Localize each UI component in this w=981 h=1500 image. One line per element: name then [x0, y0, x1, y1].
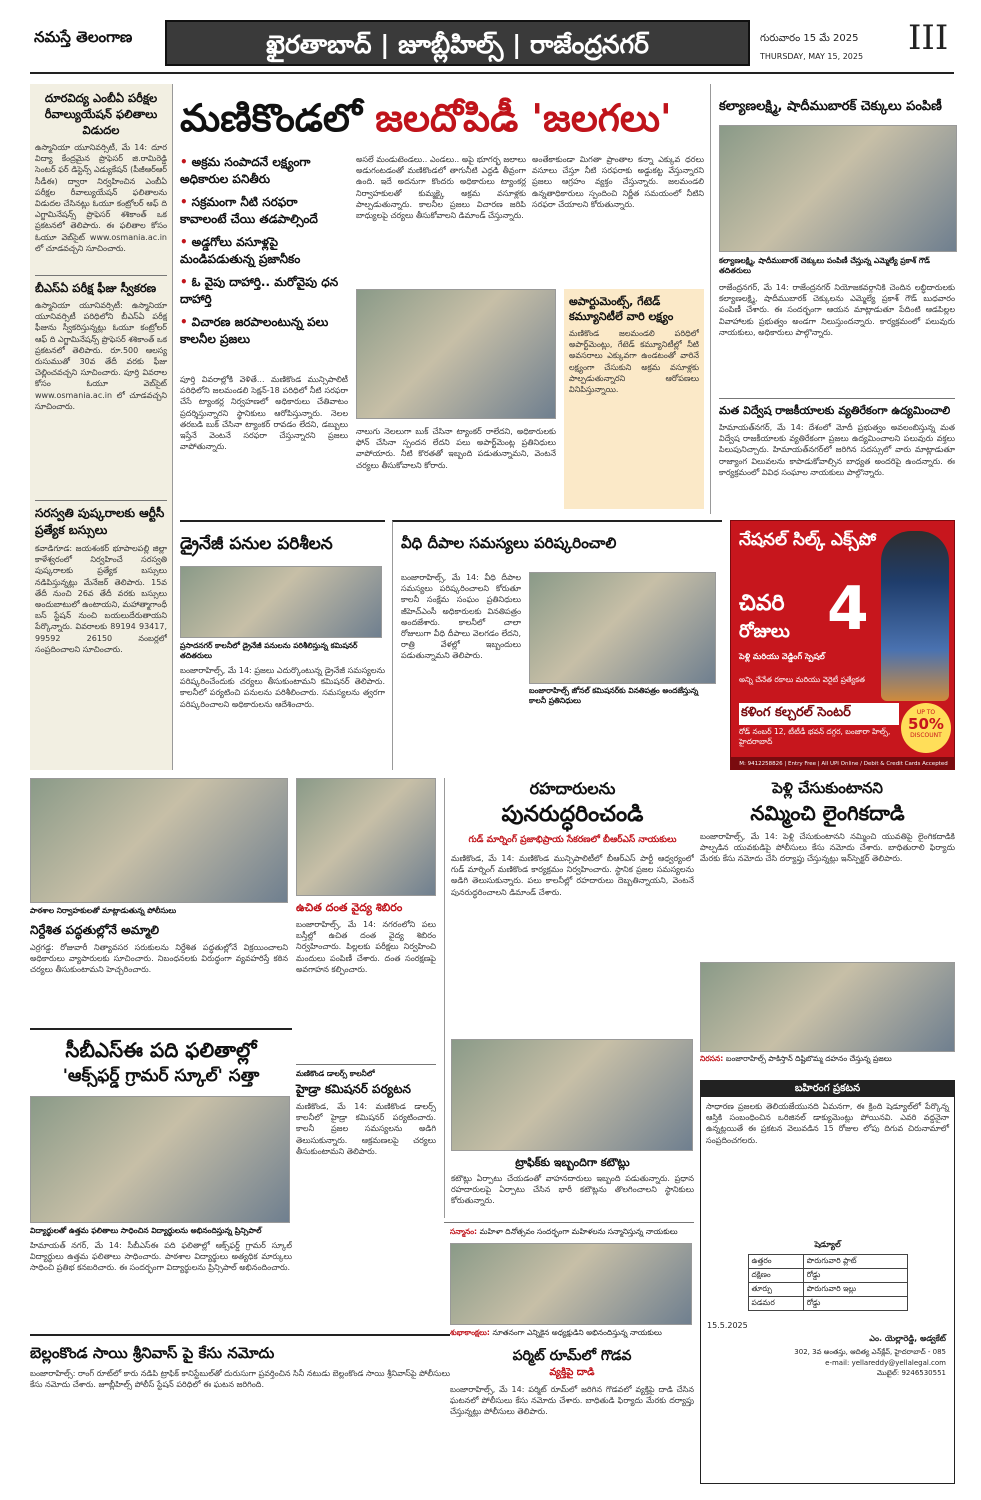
hydraa-story — [296, 1064, 436, 1329]
police-caption: పాఠశాల నిర్వాహకులతో మాట్లాడుతున్న పోలీసులు — [30, 906, 177, 915]
ad-title: నేషనల్ సిల్క్ ఎక్స్‌పో — [739, 530, 877, 550]
celebration-label: సన్మానం: — [450, 1227, 478, 1236]
buses-headline: సరస్వతి పుష్కరాలకు ఆర్టీసీ ప్రత్యేక బస్సులు — [35, 500, 167, 539]
lead-body-2: అసలే మండుటెండలు.. ఎండలు.. అపై భూగర్భ జలాలు అడుగంటడంతో మణికొండలో తాగునీటి ఎద్దడి తీవ్రంగా ఉంది. ఇదే అదనుగా కొందరు అధికారులు ట్యాంకర్ల నిర్వాహకులతో కుమ్మక్కై అక్రమ వసూళ్లకు పాల్పడుతున్నారు. కాలనీల ప్రజలు విచారణ జరిపి బాధ్యులపై చర్యలు తీసుకోవాలని డిమాండ్ చేస్తున్నారు. — [356, 155, 526, 221]
notice-phone: మొబైల్: 9246530551 — [876, 1369, 946, 1377]
fee-headline: బీఎస్‌ఏ పరీక్ష ఫీజు స్వీకరణ — [35, 275, 167, 296]
cbse-story — [30, 1028, 292, 1328]
notice-schedule-title: షెడ్యూల్ — [814, 1240, 841, 1249]
table-row: ఉత్తరం పొరుగువారి ప్లాట్ — [748, 1255, 907, 1269]
notice-address: 302, 3వ అంతస్తు, ఆదిత్య ఎన్‌క్లేవ్, హైదరాబాద్ - 085 — [794, 1348, 946, 1356]
lead-photo — [356, 289, 556, 419]
actor-case-headline: బెల్లంకొండ సాయి శ్రీనివాస్ పై కేసు నమోదు — [30, 1344, 275, 1362]
right-top-story — [710, 84, 955, 514]
ad-venue: కళింగ కల్చరల్ సెంటర్ — [739, 703, 899, 725]
roads-headline-1: రహదారులను — [529, 779, 616, 798]
lights-caption: బంజారాహిల్స్ జోనల్ కమిషనర్‌కు వినతిపత్రం అందజేస్తున్న కాలనీ ప్రతినిధులు — [529, 686, 699, 705]
actor-case-story — [30, 1334, 450, 1484]
table-row: పడమర రోడ్డు — [748, 1297, 907, 1311]
results-body: ఉస్మానియా యూనివర్సిటీ, మే 14: దూర విద్యా కేంద్రమైన ప్రొఫెసర్ జి.రామిరెడ్డి సెంటర్ ఫర్ డిస్టెన్స్ ఎడ్యుకేషన్ (పీజీఆర్‌ఆర్ సీడీఈ) ద్వారా నిర్వహించిన ఎంబీఏ పరీక్షల రీవాల్యుయేషన్ ఫలితాలను విడుదల చేసినట్లు ఓయూ కంట్రోలర్ ఆఫ్ ది ఎగ్జామినేషన్స్ ప్రొఫెసర్ శశికాంత్ ఒక ప్రకటనలో తెలిపారు. ఈ ఫలితాల కోసం ఓయూ వెబ్‌సైట్ www.osmania.ac.in లో చూడవచ్చని సూచించారు. — [35, 143, 167, 253]
award-caption — [450, 1328, 694, 1338]
ad-address: రోడ్ నంబర్ 12, టీటీడీ భవన్ దగ్గర, బంజారా హిల్స్, హైదరాబాద్ — [739, 727, 891, 746]
section-title: ఖైరతాబాద్ | జూబ్లీహిల్స్ | రాజేంద్రనగర్ — [165, 20, 750, 66]
protest-text: బంజారాహిల్స్ పాకిస్తాన్ దిష్టిబొమ్మ దహనం చేస్తున్న ప్రజలు — [725, 1054, 892, 1063]
hydraa-kicker: మణికొండ డాలర్స్ కాలనీలో — [296, 1069, 375, 1078]
lead-body-1: పూర్తి వివరాల్లోకి వెళితే... మణికొండ మున్సిపాలిటీ పరిధిలోని జలమండలి సెక్షన్-18 పరిధిలో నీటి సరఫరా చేసే ట్యాంకర్ల నిర్వహణలో అధికారులు చేతివాటం ప్రదర్శిస్తున్నారని స్థానికులు ఆరోపిస్తున్నారు. నెలల తరబడి బుక్ చేసినా ట్యాంకర్ రావడం లేదని, డబ్బులు ఇస్తేనే వెంటనే సరఫరా చేస్తున్నారని ప్రజలు వాపోతున్నారు. — [180, 375, 348, 452]
expo-ad — [730, 520, 955, 770]
lead-box — [564, 289, 704, 509]
table-row: దక్షిణం రోడ్డు — [748, 1269, 907, 1283]
right-top-2-headline: మత విద్వేష రాజకీయాలకు వ్యతిరేకంగా ఉద్యమించాలి — [719, 398, 955, 418]
assault-story — [700, 778, 955, 958]
left-column — [30, 84, 173, 770]
notice-body: సాధారణ ప్రజలకు తెలియజేయునది ఏమనగా, ఈ క్రింది షెడ్యూల్‌లో పేర్కొన్న ఆస్తికి సంబంధించిన ఒరిజినల్ డాక్యుమెంట్లు పోయినవి. ఎవరి వద్దనైనా ఉన్నట్లయితే ఈ ప్రకటన వెలువడిన 15 రోజుల లోపు దిగువ చిరునామాలో సంప్రదించగలరు. — [706, 1102, 949, 1145]
lead-bullets — [180, 154, 348, 348]
lights-photo — [529, 572, 716, 684]
dental-story — [296, 900, 436, 1060]
award-photo — [450, 1243, 692, 1325]
lead-headline — [180, 94, 700, 142]
protest-label: నిరసన: — [700, 1054, 724, 1063]
street-lights-story — [392, 520, 722, 770]
lead-body-3: అంతేకాకుండా మిగతా ప్రాంతాల కన్నా ఎక్కువ ధరలు వసూలు చేస్తూ నీటి సరఫరాకు అడ్డుకట్ట వేస్తున్నారని ప్రజలు ఆగ్రహం వ్యక్తం చేస్తున్నారు. జలమండలి ఉన్నతాధికారులు స్పందించి నిర్ణీత సమయంలో నీటిని సరఫరా చేయాలని కోరుతున్నారు. — [532, 155, 704, 209]
cbse-body: హిమాయత్ నగర్, మే 14: సీబీఎస్‌ఈ పది ఫలితాల్లో ఆక్స్‌ఫర్డ్ గ్రామర్ స్కూల్ విద్యార్థులు ఉత్తమ ఫలితాలు సాధించారు. పాఠశాల విద్యార్థులు అత్యధిక మార్కులు సాధించి ప్రతిభ కనబరిచారు. ఈ సందర్భంగా విద్యార్థులను ప్రిన్సిపాల్ అభినందించారు. — [30, 1241, 292, 1273]
date-english: THURSDAY, MAY 15, 2025 — [760, 52, 864, 61]
notice-email: e-mail: yellareddy@yellalegal.com — [825, 1359, 946, 1367]
masthead-rule — [30, 72, 954, 74]
right-top-2-body: హిమాయత్‌నగర్, మే 14: దేశంలో మోదీ ప్రభుత్వం అవలంబిస్తున్న మత విద్వేష రాజకీయాలకు వ్యతిరేకంగా ప్రజలు ఉద్యమించాలని పలువురు వక్తలు పిలుపునిచ్చారు. హిమాయత్‌నగర్‌లో జరిగిన సదస్సులో వారు మాట్లాడుతూ రాజ్యాంగ విలువలను కాపాడుకోవాల్సిన బాధ్యత అందరిపై ఉందన్నారు. ఈ కార్యక్రమంలో వివిధ సంఘాల నాయకులు పాల్గొన్నారు. — [719, 423, 955, 477]
police-photo — [30, 778, 288, 903]
market-headline: నిర్దేశిత పద్ధతుల్లోనే అమ్మాలి — [30, 923, 160, 937]
lead-body-4: నాలుగు నెలలుగా బుక్ చేసినా ట్యాంకర్ రాలేదని, అధికారులకు ఫోన్ చేసినా స్పందన లేదని పలు అపార్ట్‌మెంట్ల ప్రతినిధులు వాపోయారు. నీటి కొరతతో ఇబ్బంది పడుతున్నామని, వెంటనే చర్యలు తీసుకోవాలని కోరారు. — [356, 427, 556, 470]
assault-headline-2: నమ్మించి లైంగికదాడి — [750, 801, 905, 825]
page-number: III — [908, 18, 949, 58]
protest-caption — [700, 1054, 955, 1064]
lights-body: బంజారాహిల్స్, మే 14: వీధి దీపాల సమస్యలు పరిష్కరించాలని కోరుతూ కాలనీ సంక్షేమ సంఘం ప్రతినిధులు జీహెచ్‌ఎంసీ అధికారులకు వినతిపత్రం అందజేశారు. కాలనీలో చాలా రోజులుగా వీధి దీపాలు వెలగడం లేదని, రాత్రి వేళల్లో ఇబ్బందులు పడుతున్నామని తెలిపారు. — [401, 573, 521, 661]
ad-discount-badge — [901, 703, 951, 753]
award-text: నూతనంగా ఎన్నికైన అధ్యక్షుడిని అభినందిస్తున్న నాయకులు — [492, 1328, 662, 1337]
lead-box-headline: అపార్టుమెంట్స్, గేటెడ్ కమ్యూనిటీలే వారి లక్ష్యం — [569, 295, 674, 323]
lead-headline-red: జలదోపిడీ 'జలగలు' — [375, 96, 672, 140]
notice-schedule-table — [748, 1254, 908, 1311]
permit-headline: పర్మిట్ రూమ్‌లో గొడవ — [512, 1348, 632, 1364]
ad-discount-label: DISCOUNT — [910, 732, 942, 739]
market-story — [30, 922, 288, 1024]
masthead — [0, 0, 981, 84]
public-notice — [700, 1080, 955, 1484]
ad-sub1: పెళ్లి మరియు వెడ్డింగ్ స్పెషల్ — [739, 652, 825, 661]
celebration-caption — [450, 1227, 694, 1237]
cbse-headline-2: 'ఆక్స్‌ఫర్డ్ గ్రామర్ స్కూల్' సత్తా — [62, 1066, 260, 1086]
bullet-3: • అడ్డగోలు వసూళ్లపై మండిపడుతున్న ప్రజానీకం — [180, 235, 301, 266]
ad-model-image — [881, 531, 949, 701]
fee-body: ఉస్మానియా యూనివర్సిటీ: ఉస్మానియా యూనివర్సిటీ పరిధిలోని బీఎస్‌ఏ పరీక్ష ఫీజును స్వీకరిస్తున్నట్లు ఓయూ కంట్రోలర్ ఆఫ్ ది ఎగ్జామినేషన్స్ ప్రొఫెసర్ శశికాంత్ ఒక ప్రకటనలో తెలిపారు. రూ.500 ఆలస్య రుసుముతో 30వ తేదీ వరకు ఫీజు చెల్లించవచ్చని సూచించారు. పూర్తి వివరాల కోసం ఓయూ వెబ్‌సైట్ www.osmania.ac.in లో చూడవచ్చని సూచించారు. — [35, 301, 167, 411]
ad-sub2: అన్ని చేనేత రకాలు మరియు వెరైటీ ప్రత్యేకత — [739, 675, 865, 684]
notice-sign: ఎం. యెల్లారెడ్డి, అడ్వకేట్ — [869, 1334, 946, 1343]
lower-center-block — [444, 1222, 694, 1484]
roads-story — [444, 778, 694, 1218]
lights-headline: వీధి దీపాల సమస్యలు పరిష్కరించాలి — [401, 534, 617, 552]
results-headline: దూరవిద్య ఎంబీఏ పరీక్షల రీవాల్యుయేషన్ ఫలితాలు విడుదల — [44, 91, 158, 137]
roads-kicker: గుడ్ మార్నింగ్ ప్రజాభిప్రాయ సేకరణలో బీఆర్‌ఎస్ నాయకులు — [468, 835, 677, 845]
lead-headline-black: మణికొండలో — [180, 96, 363, 140]
market-body: ఎర్రగడ్డ: రోజువారీ నిత్యావసర సరుకులను నిర్దేశిత పద్ధతుల్లోనే విక్రయించాలని అధికారులు వ్యాపారులకు సూచించారు. నిబంధనలకు విరుద్ధంగా వ్యవహరిస్తే కఠిన చర్యలు తీసుకుంటామని హెచ్చరించారు. — [30, 943, 288, 975]
protest-photo — [700, 962, 955, 1052]
traffic-headline: ట్రాఫిక్‌కు ఇబ్బందిగా కటౌట్లు — [515, 1156, 630, 1169]
table-row: తూర్పు పొరుగువారి ఇల్లు — [748, 1283, 907, 1297]
bullet-4: • ఓ వైపు దాహార్తి.. మరోవైపు ధన దాహార్తి — [180, 275, 339, 306]
hydraa-body: మణికొండ, మే 14: మణికొండ డాలర్స్ కాలనీలో హైడ్రా కమిషనర్ పర్యటించారు. కాలనీ ప్రజల సమస్యలను అడిగి తెలుసుకున్నారు. ఆక్రమణలపై చర్యలు తీసుకుంటామని తెలిపారు. — [296, 1102, 436, 1156]
right-top-headline: కల్యాణలక్ష్మి, షాదీముబారక్ చెక్కులు పంపిణీ — [719, 99, 942, 114]
assault-headline-1: పెళ్లి చేసుకుంటానని — [772, 779, 883, 797]
drainage-headline: డ్రైనేజీ పనుల పరిశీలన — [180, 534, 333, 554]
traffic-photo — [451, 1039, 693, 1151]
drainage-caption: ప్రసాదనగర్ కాలనీలో డ్రైనేజీ పనులను పరిశీలిస్తున్న కమిషనర్ తదితరులు — [180, 641, 358, 660]
dental-body: బంజారాహిల్స్, మే 14: నగరంలోని పలు బస్తీల్లో ఉచిత దంత వైద్య శిబిరం నిర్వహించారు. పిల్లలకు పరీక్షలు నిర్వహించి మందులు పంపిణీ చేశారు. దంత సంరక్షణపై అవగాహన కల్పించారు. — [296, 920, 436, 974]
notice-date: 15.5.2025 — [707, 1321, 748, 1330]
roads-headline-2: పునరుద్ధరించండి — [501, 802, 644, 827]
roads-body: మణికొండ, మే 14: మణికొండ మున్సిపాలిటీలో బీఆర్‌ఎస్ పార్టీ ఆధ్వర్యంలో గుడ్ మార్నింగ్ మణికొండ కార్యక్రమం నిర్వహించారు. స్థానిక ప్రజల సమస్యలను అడిగి తెలుసుకున్నారు. పలు కాలనీల్లో రహదారులు దెబ్బతిన్నాయని, వెంటనే పునరుద్ధరించాలని డిమాండ్ చేశారు. — [451, 854, 694, 897]
traffic-body: కటౌట్లు ఏర్పాటు చేయడంతో వాహనదారులు ఇబ్బంది పడుతున్నారు. ప్రధాన రహదారులపై ఏర్పాటు చేసిన భారీ కటౌట్లను తొలగించాలని స్థానికులు కోరుతున్నారు. — [451, 1174, 694, 1206]
cbse-headline-1: సీబీఎస్‌ఈ పది ఫలితాల్లో — [65, 1038, 257, 1062]
permit-kicker: వ్యక్తిపై దాడి — [549, 1367, 595, 1378]
dental-headline: ఉచిత దంత వైద్య శిబిరం — [296, 901, 403, 914]
assault-body: బంజారాహిల్స్, మే 14: పెళ్లి చేసుకుంటానని నమ్మించి యువతిపై లైంగికదాడికి పాల్పడిన యువకుడిపై పోలీసులు కేసు నమోదు చేశారు. బాధితురాలి ఫిర్యాదు మేరకు కేసు నమోదు చేసి దర్యాప్తు చేస్తున్నట్లు ఇన్‌స్పెక్టర్ తెలిపారు. — [700, 832, 955, 864]
celebration-text: మహిళా దినోత్సవం సందర్భంగా మహిళలను సన్మానిస్తున్న నాయకులు — [479, 1227, 678, 1236]
dental-photo — [296, 778, 436, 896]
brand-name: నమస్తే తెలంగాణ — [34, 28, 133, 46]
ad-footer: M: 9412258826 | Entry Free | All UPI Online / Debit & Credit Cards Accepted — [731, 757, 955, 770]
permit-body: బంజారాహిల్స్, మే 14: పర్మిట్ రూమ్‌లో జరిగిన గొడవలో వ్యక్తిపై దాడి చేసిన ఘటనలో పోలీసులు కేసు నమోదు చేశారు. బాధితుడి ఫిర్యాదు మేరకు దర్యాప్తు చేస్తున్నట్లు పోలీసులు తెలిపారు. — [450, 1385, 694, 1417]
actor-case-body: బంజారాహిల్స్: రాంగ్ రూట్‌లో కారు నడిపి ట్రాఫిక్ కానిస్టేబుల్‌తో దురుసుగా ప్రవర్తించిన సినీ నటుడు బెల్లంకొండ సాయి శ్రీనివాస్‌పై పోలీసులు కేసు నమోదు చేశారు. జూబ్లీహిల్స్ పోలీస్ స్టేషన్ పరిధిలో ఈ ఘటన జరిగింది. — [30, 1369, 450, 1390]
right-top-photo — [719, 125, 957, 252]
cbse-photo — [30, 1096, 290, 1223]
bullet-1: • అక్రమ సంపాదనే లక్ష్యంగా అధికారుల పనితీరు — [180, 155, 311, 186]
lead-box-body: మణికొండ జలమండలి పరిధిలో అపార్ట్‌మెంట్లు, గేటెడ్ కమ్యూనిటీల్లో నీటి అవసరాలు ఎక్కువగా ఉండటంతో వారినే లక్ష్యంగా చేసుకుని అక్రమ వసూళ్లకు పాల్పడుతున్నారని ఆరోపణలు వినిపిస్తున్నాయి. — [569, 329, 699, 395]
drainage-photo — [180, 566, 382, 638]
hydraa-headline: హైడ్రా కమిషనర్ పర్యటన — [296, 1082, 411, 1096]
award-label: శుభాకాంక్షలు: — [450, 1328, 490, 1337]
ad-discount: 50% — [908, 715, 944, 733]
right-top-caption: కల్యాణలక్ష్మి, షాదీముబారక్ చెక్కులు పంపిణీ చేస్తున్న ఎమ్మెల్యే ప్రకాశ్ గౌడ్ తదితరులు — [719, 256, 930, 275]
ad-upto: UP TO — [916, 709, 936, 716]
ad-days: 4 — [827, 574, 869, 644]
right-top-body: రాజేంద్రనగర్, మే 14: రాజేంద్రనగర్ నియోజకవర్గానికి చెందిన లబ్ధిదారులకు కల్యాణలక్ష్మి, షాదీముబారక్ చెక్కులను ఎమ్మెల్యే ప్రకాశ్ గౌడ్ బుధవారం పంపిణీ చేశారు. ఈ సందర్భంగా ఆయన మాట్లాడుతూ పేదింటి ఆడపిల్లల వివాహాలకు ప్రభుత్వం అండగా నిలుస్తుందన్నారు. కార్యక్రమంలో పలువురు నాయకులు, అధికారులు పాల్గొన్నారు. — [719, 283, 955, 337]
bullet-5: • విచారణ జరపాలంటున్న పలు కాలనీల ప్రజలు — [180, 315, 329, 346]
ad-tag: చివరి — [739, 591, 785, 616]
cbse-caption: విద్యార్థులతో ఉత్తమ ఫలితాలు సాధించిన విద్యార్థులను అభినందిస్తున్న ప్రిన్సిపాల్ — [30, 1226, 262, 1235]
date-telugu: గురువారం 15 మే 2025 — [760, 33, 859, 44]
drainage-body: బంజారాహిల్స్, మే 14: ప్రజలు ఎదుర్కొంటున్న డ్రైనేజీ సమస్యలను పరిష్కరించేందుకు చర్యలు తీసుకుంటామని కమిషనర్ తెలిపారు. కాలనీలో పర్యటించి పనులను పరిశీలించారు. సమస్యలను త్వరగా పరిష్కరించాలని అధికారులను ఆదేశించారు. — [180, 666, 385, 709]
buses-body: కవాడిగూడ: జయశంకర్ భూపాలపల్లి జిల్లా కాళేశ్వరంలో నిర్వహించే సరస్వతి పుష్కరాలకు ప్రత్యేక బస్సులు నడిపిస్తున్నట్లు మేనేజర్ తెలిపారు. 15వ తేదీ నుంచి 26వ తేదీ వరకు బస్సులు అందుబాటులో ఉంటాయని, మహాత్మాగాంధీ బస్ స్టేషన్ నుంచి బయలుదేరుతాయని పేర్కొన్నారు. వివరాలకు 89194 93417, 99592 26150 నంబర్లలో సంప్రదించాలని సూచించారు. — [35, 544, 167, 654]
notice-title: బహిరంగ ప్రకటన — [701, 1081, 954, 1097]
lead-story — [180, 84, 705, 514]
bullet-2: • సక్రమంగా నీటి సరఫరా కావాలంటే చేయి తడపాల్సిందే — [180, 195, 318, 226]
ad-days-word: రోజులు — [739, 621, 790, 642]
drainage-story — [180, 520, 385, 770]
